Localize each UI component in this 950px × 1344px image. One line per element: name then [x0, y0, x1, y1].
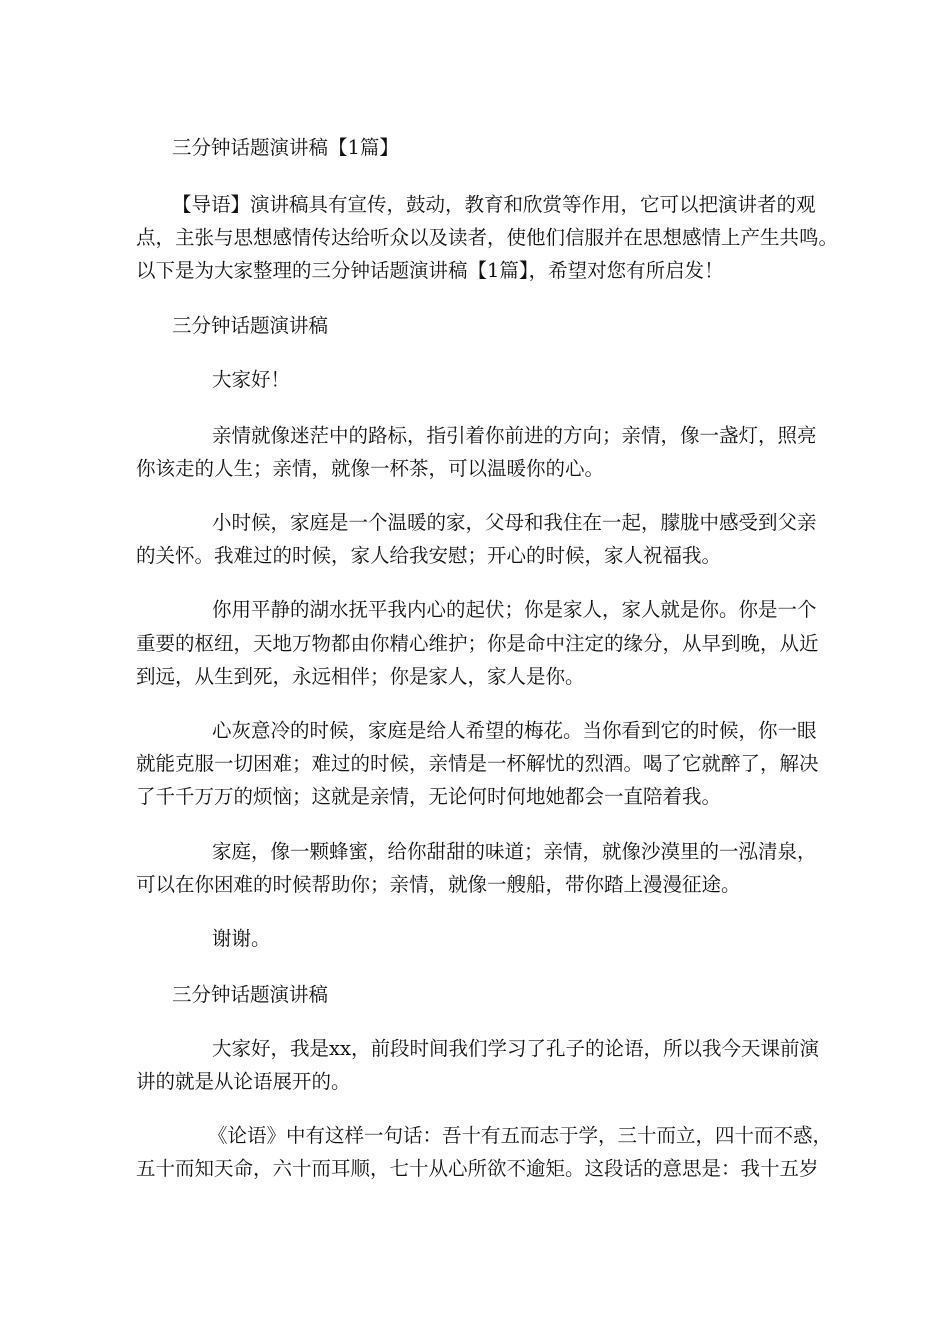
section1-p1-line-1: 亲情就像迷茫中的路标，指引着你前进的方向；亲情，像一盏灯，照亮 [212, 424, 817, 447]
section1-p4-line-1: 心灰意冷的时候，家庭是给人希望的梅花。当你看到它的时候，你一眼 [212, 719, 817, 742]
section1-p2-line-1: 小时候，家庭是一个温暖的家，父母和我住在一起，朦胧中感受到父亲 [212, 511, 817, 534]
section1-p4-line-2: 就能克服一切困难；难过的时候，亲情是一杯解忧的烈酒。喝了它就醉了，解决 [136, 752, 819, 775]
section2-p1-line-1: 大家好，我是xx，前段时间我们学习了孔子的论语，所以我今天课前演 [212, 1037, 819, 1060]
section1-p3-line-2: 重要的枢纽，天地万物都由你精心维护；你是命中注定的缘分，从早到晚，从近 [136, 632, 819, 655]
section1-p3-line-3: 到远，从生到死，永远相伴；你是家人，家人是你。 [136, 665, 585, 688]
section1-p5-line-1: 家庭，像一颗蜂蜜，给你甜甜的味道；亲情，就像沙漠里的一泓清泉， [212, 840, 817, 863]
section1-p4-line-3: 了千千万万的烦恼；这就是亲情，无论何时何地她都会一直陪着我。 [136, 785, 722, 808]
intro-line-3: 以下是为大家整理的三分钟话题演讲稿【1篇】，希望对您有所启发！ [136, 259, 724, 282]
section2-p2-line-1: 《论语》中有这样一句话：吾十有五而志于学，三十而立，四十而不惑， [208, 1124, 833, 1147]
document-title: 三分钟话题演讲稿【1篇】 [172, 136, 399, 159]
section2-p1-line-2: 讲的就是从论语展开的。 [136, 1070, 351, 1093]
section1-p3-line-1: 你用平静的湖水抚平我内心的起伏；你是家人，家人就是你。你是一个 [212, 598, 817, 621]
section2-p2-line-2: 五十而知天命，六十而耳顺，七十从心所欲不逾矩。这段话的意思是：我十五岁 [136, 1157, 819, 1180]
intro-line-1: 【导语】演讲稿具有宣传，鼓动，教育和欣赏等作用，它可以把演讲者的观 [172, 193, 816, 216]
section1-heading: 三分钟话题演讲稿 [172, 314, 329, 337]
section1-p2-line-2: 的关怀。我难过的时候，家人给我安慰；开心的时候，家人祝福我。 [136, 544, 722, 567]
section1-p1-line-2: 你该走的人生；亲情，就像一杯茶，可以温暖你的心。 [136, 457, 605, 480]
intro-line-2: 点，主张与思想感情传达给听众以及读者，使他们信服并在思想感情上产生共鸣。 [136, 226, 839, 249]
section1-p5-line-2: 可以在你困难的时候帮助你；亲情，就像一艘船，带你踏上漫漫征途。 [136, 873, 741, 896]
section1-greeting: 大家好！ [212, 368, 291, 391]
section1-closing: 谢谢。 [212, 927, 271, 950]
section2-heading: 三分钟话题演讲稿 [172, 983, 329, 1006]
